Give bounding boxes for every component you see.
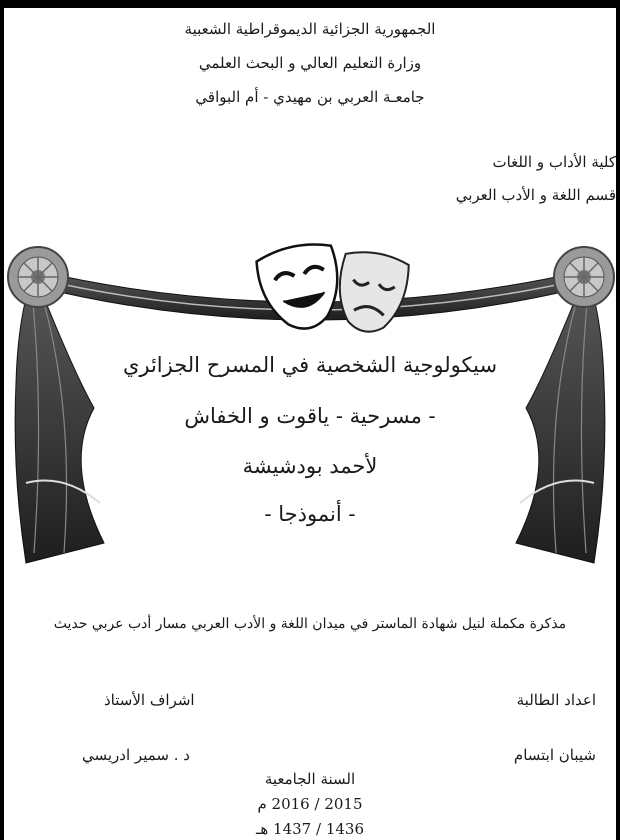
supervisor-name: د . سمير ادريسي (82, 746, 190, 764)
thesis-title-line-3: لأحمد بودشيشة (242, 454, 378, 478)
academic-year-hijri: 1436 / 1437 هـ (255, 820, 365, 838)
academic-year-gregorian: 2015 / 2016 م (257, 795, 363, 813)
ministry-name: وزارة التعليم العالي و البحث العلمي (198, 54, 422, 72)
thesis-title-line-4: - أنموذجا - (264, 502, 356, 526)
student-label: اعداد الطالبة (516, 691, 596, 709)
college-name: كلية الأداب و اللغات (492, 153, 616, 171)
student-name: شيبان ابتسام (513, 746, 596, 764)
republic-name: الجمهورية الجزائية الديموقراطية الشعبية (184, 20, 436, 38)
thesis-title-line-2: - مسرحية - ياقوت و الخفاش (184, 404, 436, 428)
thesis-note: مذكرة مكملة لنيل شهادة الماستر في ميدان اللغة و الأدب العربي مسار أدب عربي حديث (53, 616, 567, 632)
academic-year-label: السنة الجامعية (264, 770, 356, 788)
department-name: قسم اللغة و الأدب العربي (455, 186, 616, 204)
university-name: جامعـة العربي بن مهيدي - أم البواقي (195, 88, 425, 106)
thesis-title-line-1: سيكولوجية الشخصية في المسرح الجزائري (122, 353, 498, 377)
supervisor-label: اشراف الأستاذ (104, 691, 195, 709)
